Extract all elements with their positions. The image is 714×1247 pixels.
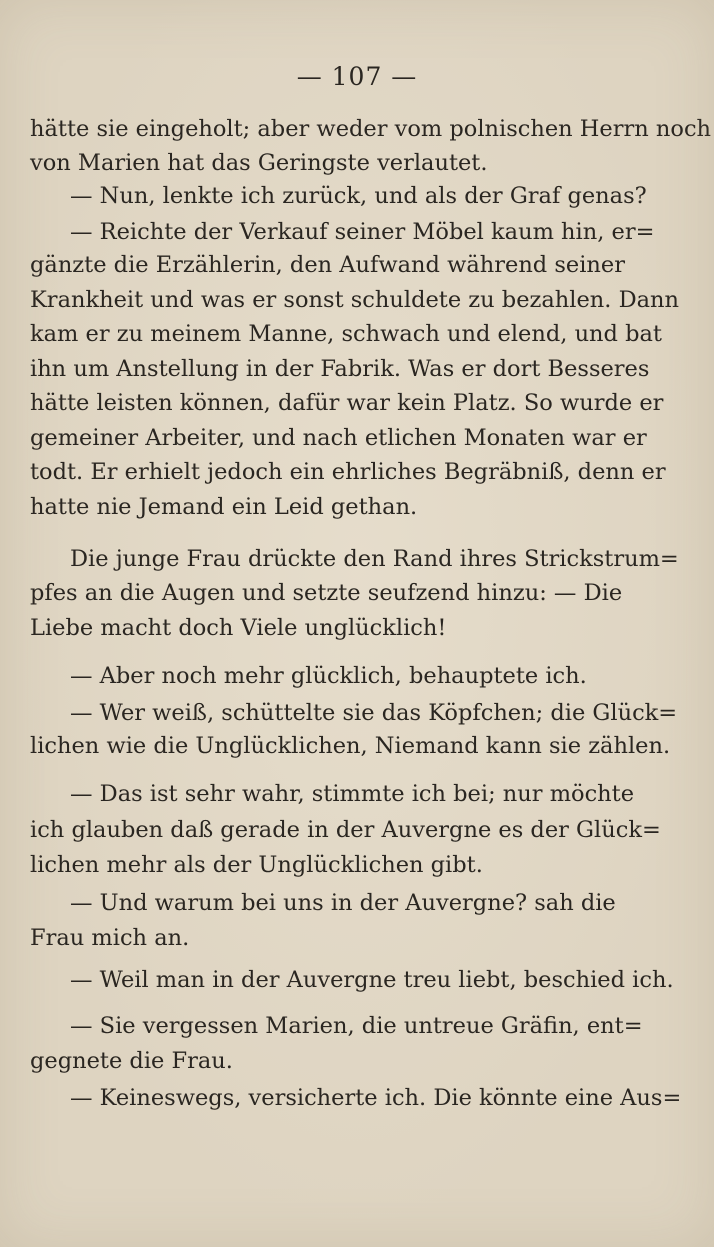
- text-line: — Weil man in der Auvergne treu liebt, beschied ich.: [70, 967, 674, 993]
- text-line: von Marien hat das Geringste verlautet.: [30, 150, 488, 176]
- text-line: Krankheit und was er sonst schuldete zu bezahlen. Dann: [30, 287, 680, 313]
- text-line: gemeiner Arbeiter, und nach etlichen Monaten war er: [30, 425, 647, 451]
- text-line: ich glauben daß gerade in der Auvergne es der Glück=: [30, 817, 661, 843]
- text-line: — Das ist sehr wahr, stimmte ich bei; nur möchte: [70, 781, 635, 807]
- text-line: pfes an die Augen und setzte seufzend hinzu: — Die: [30, 580, 623, 606]
- text-line: — Und warum bei uns in der Auvergne? sah die: [70, 890, 616, 916]
- page-number: — 107 —: [296, 62, 418, 91]
- text-line: Liebe macht doch Viele unglücklich!: [30, 615, 447, 641]
- text-line: hatte nie Jemand ein Leid gethan.: [30, 494, 418, 520]
- text-line: hätte leisten können, dafür war kein Platz. So wurde er: [30, 390, 664, 416]
- text-line: lichen mehr als der Unglücklichen gibt.: [30, 852, 483, 878]
- text-line: lichen wie die Unglücklichen, Niemand kann sie zählen.: [30, 733, 671, 759]
- text-line: gänzte die Erzählerin, den Aufwand während seiner: [30, 252, 625, 278]
- text-line: Frau mich an.: [30, 925, 190, 951]
- text-line: todt. Er erhielt jedoch ein ehrliches Begräbniß, denn er: [30, 459, 666, 485]
- text-line: — Nun, lenkte ich zurück, und als der Graf genas?: [70, 183, 647, 209]
- text-line: — Keineswegs, versicherte ich. Die könnte eine Aus=: [70, 1085, 682, 1111]
- text-line: — Wer weiß, schüttelte sie das Köpfchen; die Glück=: [70, 700, 678, 726]
- text-line: Die junge Frau drückte den Rand ihres Strickstrum=: [70, 546, 679, 572]
- text-line: gegnete die Frau.: [30, 1048, 233, 1074]
- text-line: — Aber noch mehr glücklich, behauptete ich.: [70, 663, 587, 689]
- text-line: hätte sie eingeholt; aber weder vom polnischen Herrn noch: [30, 116, 712, 142]
- text-line: ihn um Anstellung in der Fabrik. Was er dort Besseres: [30, 356, 650, 382]
- text-line: kam er zu meinem Manne, schwach und elend, und bat: [30, 321, 662, 347]
- text-line: — Reichte der Verkauf seiner Möbel kaum hin, er=: [70, 219, 655, 245]
- text-line: — Sie vergessen Marien, die untreue Gräfin, ent=: [70, 1013, 643, 1039]
